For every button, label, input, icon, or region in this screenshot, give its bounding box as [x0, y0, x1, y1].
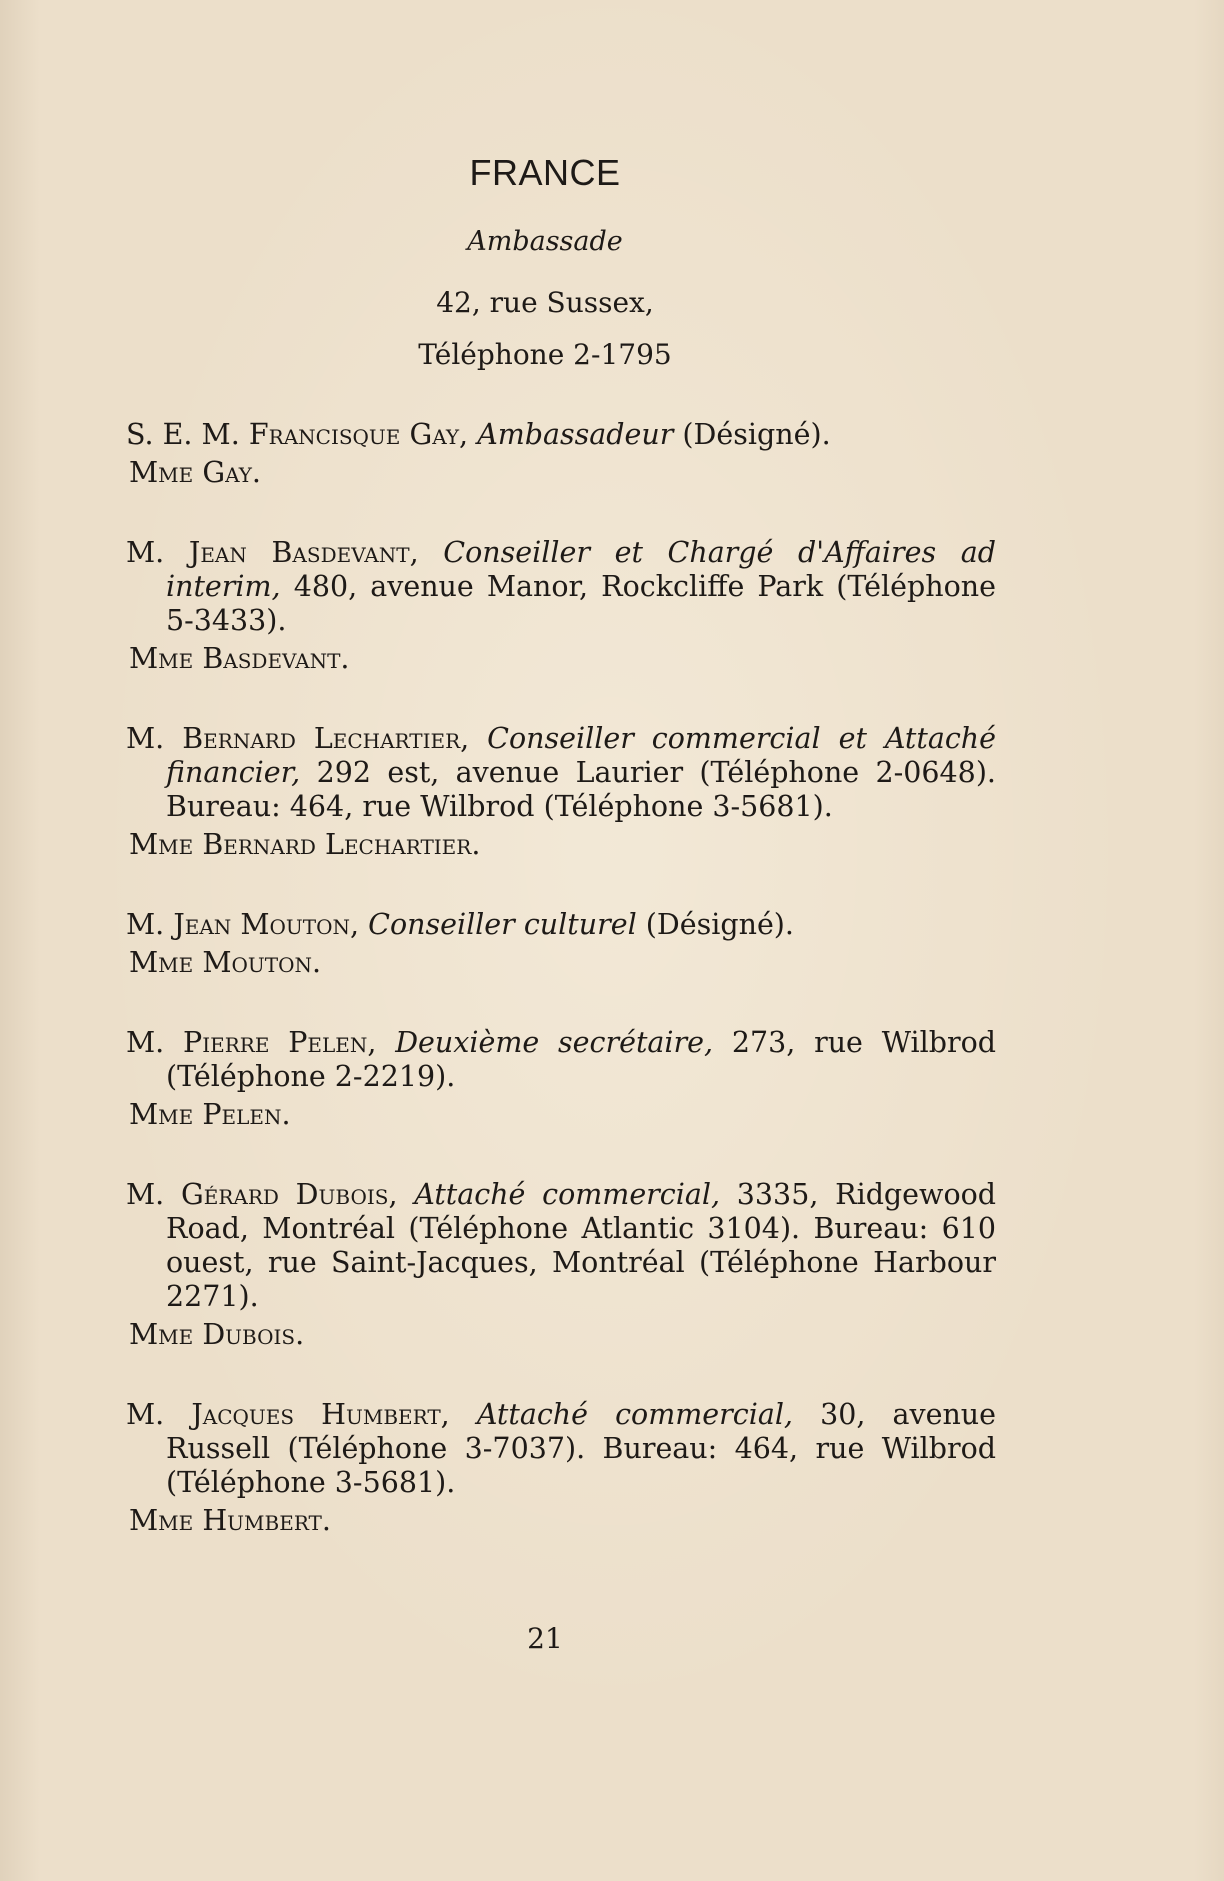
staff-role: Attaché commercial,: [414, 1178, 721, 1211]
staff-list: [126, 418, 996, 1538]
staff-entry: [126, 722, 996, 862]
staff-name: Gérard Dubois,: [180, 1178, 398, 1211]
staff-line: [126, 1026, 996, 1094]
spouse-line: [126, 946, 996, 980]
page-number: 21: [527, 1622, 563, 1655]
embassy-address: 42, rue Sussex,: [436, 286, 654, 319]
staff-details: 480, avenue Manor, Rockcliffe Park (Téléphone 5-3433).: [166, 570, 996, 637]
staff-entry: [126, 418, 996, 490]
staff-line: [126, 536, 996, 638]
staff-name: Pierre Pelen,: [183, 1026, 377, 1059]
staff-role: Attaché commercial,: [476, 1398, 793, 1431]
title-prefix: M.: [126, 1398, 165, 1431]
staff-line: [126, 722, 996, 824]
staff-details: 30, avenue Russell (Téléphone 3-7037). Bureau: 464, rue Wilbrod (Téléphone 3-5681).: [166, 1398, 997, 1499]
title-prefix: M.: [126, 1026, 165, 1059]
spouse-line: [126, 456, 996, 490]
spouse-name: Mouton.: [202, 946, 322, 979]
title-prefix: M.: [126, 536, 165, 569]
staff-entry: [126, 1026, 996, 1132]
spouse-line: [126, 828, 996, 862]
staff-line: [126, 908, 996, 942]
staff-entry: [126, 536, 996, 676]
spouse-line: [126, 1504, 996, 1538]
staff-details: 3335, Ridgewood Road, Montréal (Téléphone Atlantic 3104). Bureau: 610 ouest, rue Saint-Jacques, Montréal (Téléphone Harbour 2271).: [166, 1178, 997, 1313]
staff-entry: [126, 908, 996, 980]
spouse-line: [126, 1318, 996, 1352]
spouse-line: [126, 642, 996, 676]
spouse-title: Mme: [129, 1504, 194, 1537]
staff-details: 292 est, avenue Laurier (Téléphone 2-0648). Bureau: 464, rue Wilbrod (Téléphone 3-5681).: [166, 756, 996, 823]
staff-line: [126, 1398, 996, 1500]
staff-line: [126, 1178, 996, 1314]
country-heading: FRANCE: [469, 152, 621, 193]
staff-role: Deuxième secrétaire,: [395, 1026, 714, 1059]
staff-line: [126, 418, 996, 452]
spouse-title: Mme: [129, 946, 194, 979]
staff-role: Conseiller commercial et Attaché financier,: [166, 722, 997, 789]
spouse-name: Humbert.: [202, 1504, 331, 1537]
spouse-name: Dubois.: [202, 1318, 305, 1351]
staff-role: Conseiller culturel: [368, 908, 637, 941]
title-prefix: S. E. M.: [126, 418, 240, 451]
staff-name: Bernard Lechartier,: [182, 722, 470, 755]
spouse-name: Pelen.: [202, 1098, 291, 1131]
spouse-title: Mme: [129, 1098, 194, 1131]
staff-role: Ambassadeur: [477, 418, 674, 451]
staff-name: Francisque Gay,: [248, 418, 469, 451]
spouse-title: Mme: [129, 1318, 194, 1351]
spouse-name: Bernard Lechartier.: [202, 828, 481, 861]
title-prefix: M.: [126, 1178, 165, 1211]
title-prefix: M.: [126, 908, 165, 941]
spouse-title: Mme: [129, 642, 194, 675]
staff-details: (Désigné).: [673, 418, 831, 451]
staff-details: 273, rue Wilbrod (Téléphone 2-2219).: [166, 1026, 996, 1093]
staff-name: Jacques Humbert,: [191, 1398, 450, 1431]
spouse-name: Gay.: [202, 456, 261, 489]
staff-role: Conseiller et Chargé d'Affaires ad interim,: [166, 536, 997, 603]
spouse-title: Mme: [129, 828, 194, 861]
title-prefix: M.: [126, 722, 165, 755]
staff-name: Jean Basdevant,: [188, 536, 419, 569]
staff-entry: [126, 1178, 996, 1352]
staff-details: (Désigné).: [636, 908, 794, 941]
spouse-name: Basdevant.: [202, 642, 350, 675]
staff-name: Jean Mouton,: [173, 908, 360, 941]
spouse-line: [126, 1098, 996, 1132]
embassy-subtitle: Ambassade: [467, 226, 623, 257]
staff-entry: [126, 1398, 996, 1538]
spouse-title: Mme: [129, 456, 194, 489]
embassy-phone: Téléphone 2-1795: [418, 338, 672, 371]
